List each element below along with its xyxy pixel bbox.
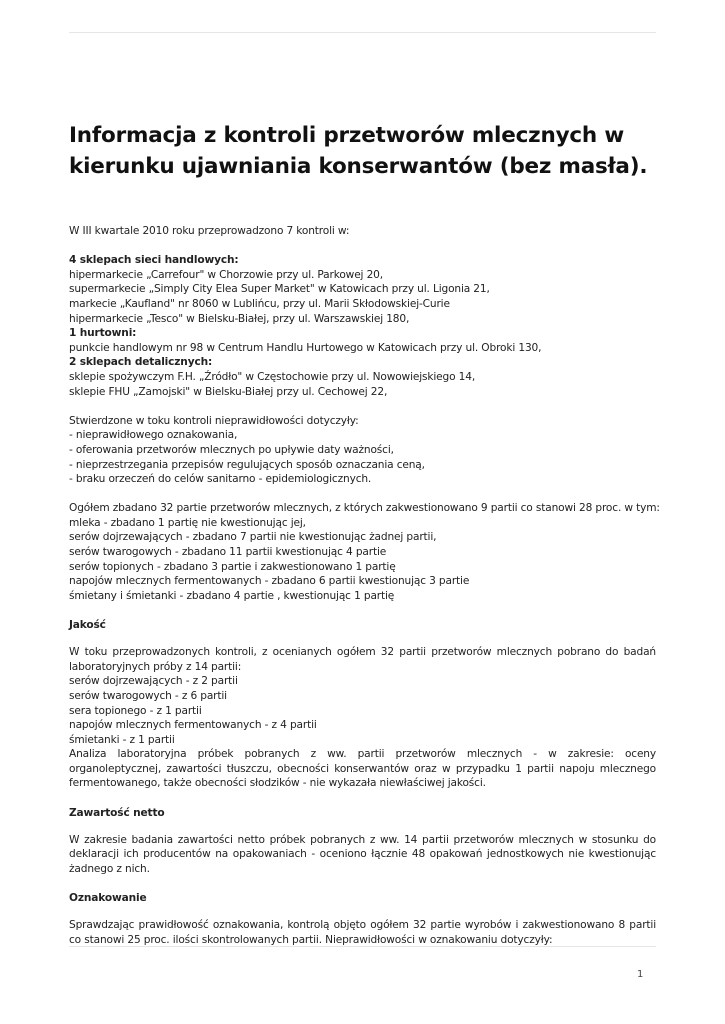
location-item: supermarkecie „Simply City Elea Super Market" w Katowicach przy ul. Ligonia 21, [69,283,490,296]
list-item: serów twarogowych - zbadano 11 partii kwestionując 4 partie [69,546,387,559]
list-item: napojów mlecznych fermentowanych - zbadano 6 partii kwestionując 3 partie [69,575,470,588]
net-content-paragraph: W zakresie badania zawartości netto próbek pobranych z ww. 14 partii przetworów mlecznych w stosunku do deklaracji ich producentów na opakowaniach - oceniono łącznie 48 opakowań jednostkowych nie kwestionując żadnego z nich. [69,833,656,875]
irregularities-list [69,414,656,487]
list-item: napojów mlecznych fermentowanych - z 4 partii [69,719,317,732]
retail-chains-heading: 4 sklepach sieci handlowych: [69,254,239,267]
list-item: śmietanki - z 1 partii [69,733,175,746]
list-item: Stwierdzone w toku kontroli nieprawidłowości dotyczyły: [69,414,359,427]
list-item: serów dojrzewających - zbadano 7 partii nie kwestionując żadnej partii, [69,531,437,544]
title-line-1: Informacja z kontroli przetworów mlecznych w [69,123,624,148]
quality-analysis: Analiza laboratoryjna próbek pobranych z ww. partii przetworów mlecznych - w zakresie: oceny organoleptycznej, zawartości tłuszczu, obecności konserwantów oraz w przypadku 1 partii napoju mlecznego fermentowanego, także obecności słodzików - nie wykazała niewłaściwej jakości. [69,748,656,790]
location-item: sklepie spożywczym F.H. „Źródło" w Częstochowie przy ul. Nowowiejskiego 14, [69,370,476,383]
document-body [69,120,660,947]
location-item: punkcie handlowym nr 98 w Centrum Handlu Hurtowego w Katowicach przy ul. Obroki 130, [69,341,542,354]
list-item: - braku orzeczeń do celów sanitarno - epidemiologicznych. [69,473,372,486]
list-item: serów topionych - zbadano 3 partie i zakwestionowano 1 partię [69,560,396,573]
location-item: hipermarkecie „Carrefour" w Chorzowie przy ul. Parkowej 20, [69,268,383,281]
list-item: Ogółem zbadano 32 partie przetworów mlecznych, z których zakwestionowano 9 partii co stanowi 28 proc. w tym: [69,502,660,515]
list-item: serów twarogowych - z 6 partii [69,689,227,702]
article-text [69,224,660,947]
location-item: markecie „Kaufland" nr 8060 w Lublińcu, przy ul. Marii Skłodowskiej-Curie [69,297,450,310]
list-item: serów dojrzewających - z 2 partii [69,675,238,688]
labeling-paragraph: Sprawdzając prawidłowość oznakowania, kontrolą objęto ogółem 32 partie wyrobów i zakwestionowano 8 partii co stanowi 25 proc. ilości skontrolowanych partii. Nieprawidłowości w oznakowaniu dotyczyły: [69,919,656,946]
header-divider [69,32,656,33]
page-title [69,120,656,182]
quality-heading: Jakość [69,619,106,632]
inspected-locations [69,253,656,399]
title-line-2: kierunku ujawniania konserwantów (bez masła). [69,154,648,179]
list-item: - nieprawidłowego oznakowania, [69,429,238,442]
footer-divider [69,946,656,947]
labeling-heading: Oznakowanie [69,892,147,905]
net-content-heading: Zawartość netto [69,806,165,819]
list-item: - oferowania przetworów mlecznych po upływie daty ważności, [69,443,394,456]
examined-summary [69,501,660,603]
location-item: hipermarkecie „Tesco" w Bielsku-Białej, przy ul. Warszawskiej 180, [69,312,410,325]
quality-section [69,645,656,791]
list-item: mleka - zbadano 1 partię nie kwestionując jej, [69,516,306,529]
detail-stores-heading: 2 sklepach detalicznych: [69,356,213,369]
list-item: sera topionego - z 1 partii [69,704,202,717]
quality-intro: W toku przeprowadzonych kontroli, z ocenianych ogółem 32 partii przetworów mlecznych pobrano do badań laboratoryjnych próby z 14 partii: [69,646,656,673]
list-item: - nieprzestrzegania przepisów regulujących sposób oznaczania ceną, [69,458,425,471]
wholesale-heading: 1 hurtowni: [69,327,137,340]
intro-paragraph: W III kwartale 2010 roku przeprowadzono 7 kontroli w: [69,225,350,237]
list-item: śmietany i śmietanki - zbadano 4 partie , kwestionując 1 partię [69,589,395,602]
page-number: 1 [637,969,644,980]
location-item: sklepie FHU „Zamojski" w Bielsku-Białej przy ul. Cechowej 22, [69,385,388,398]
